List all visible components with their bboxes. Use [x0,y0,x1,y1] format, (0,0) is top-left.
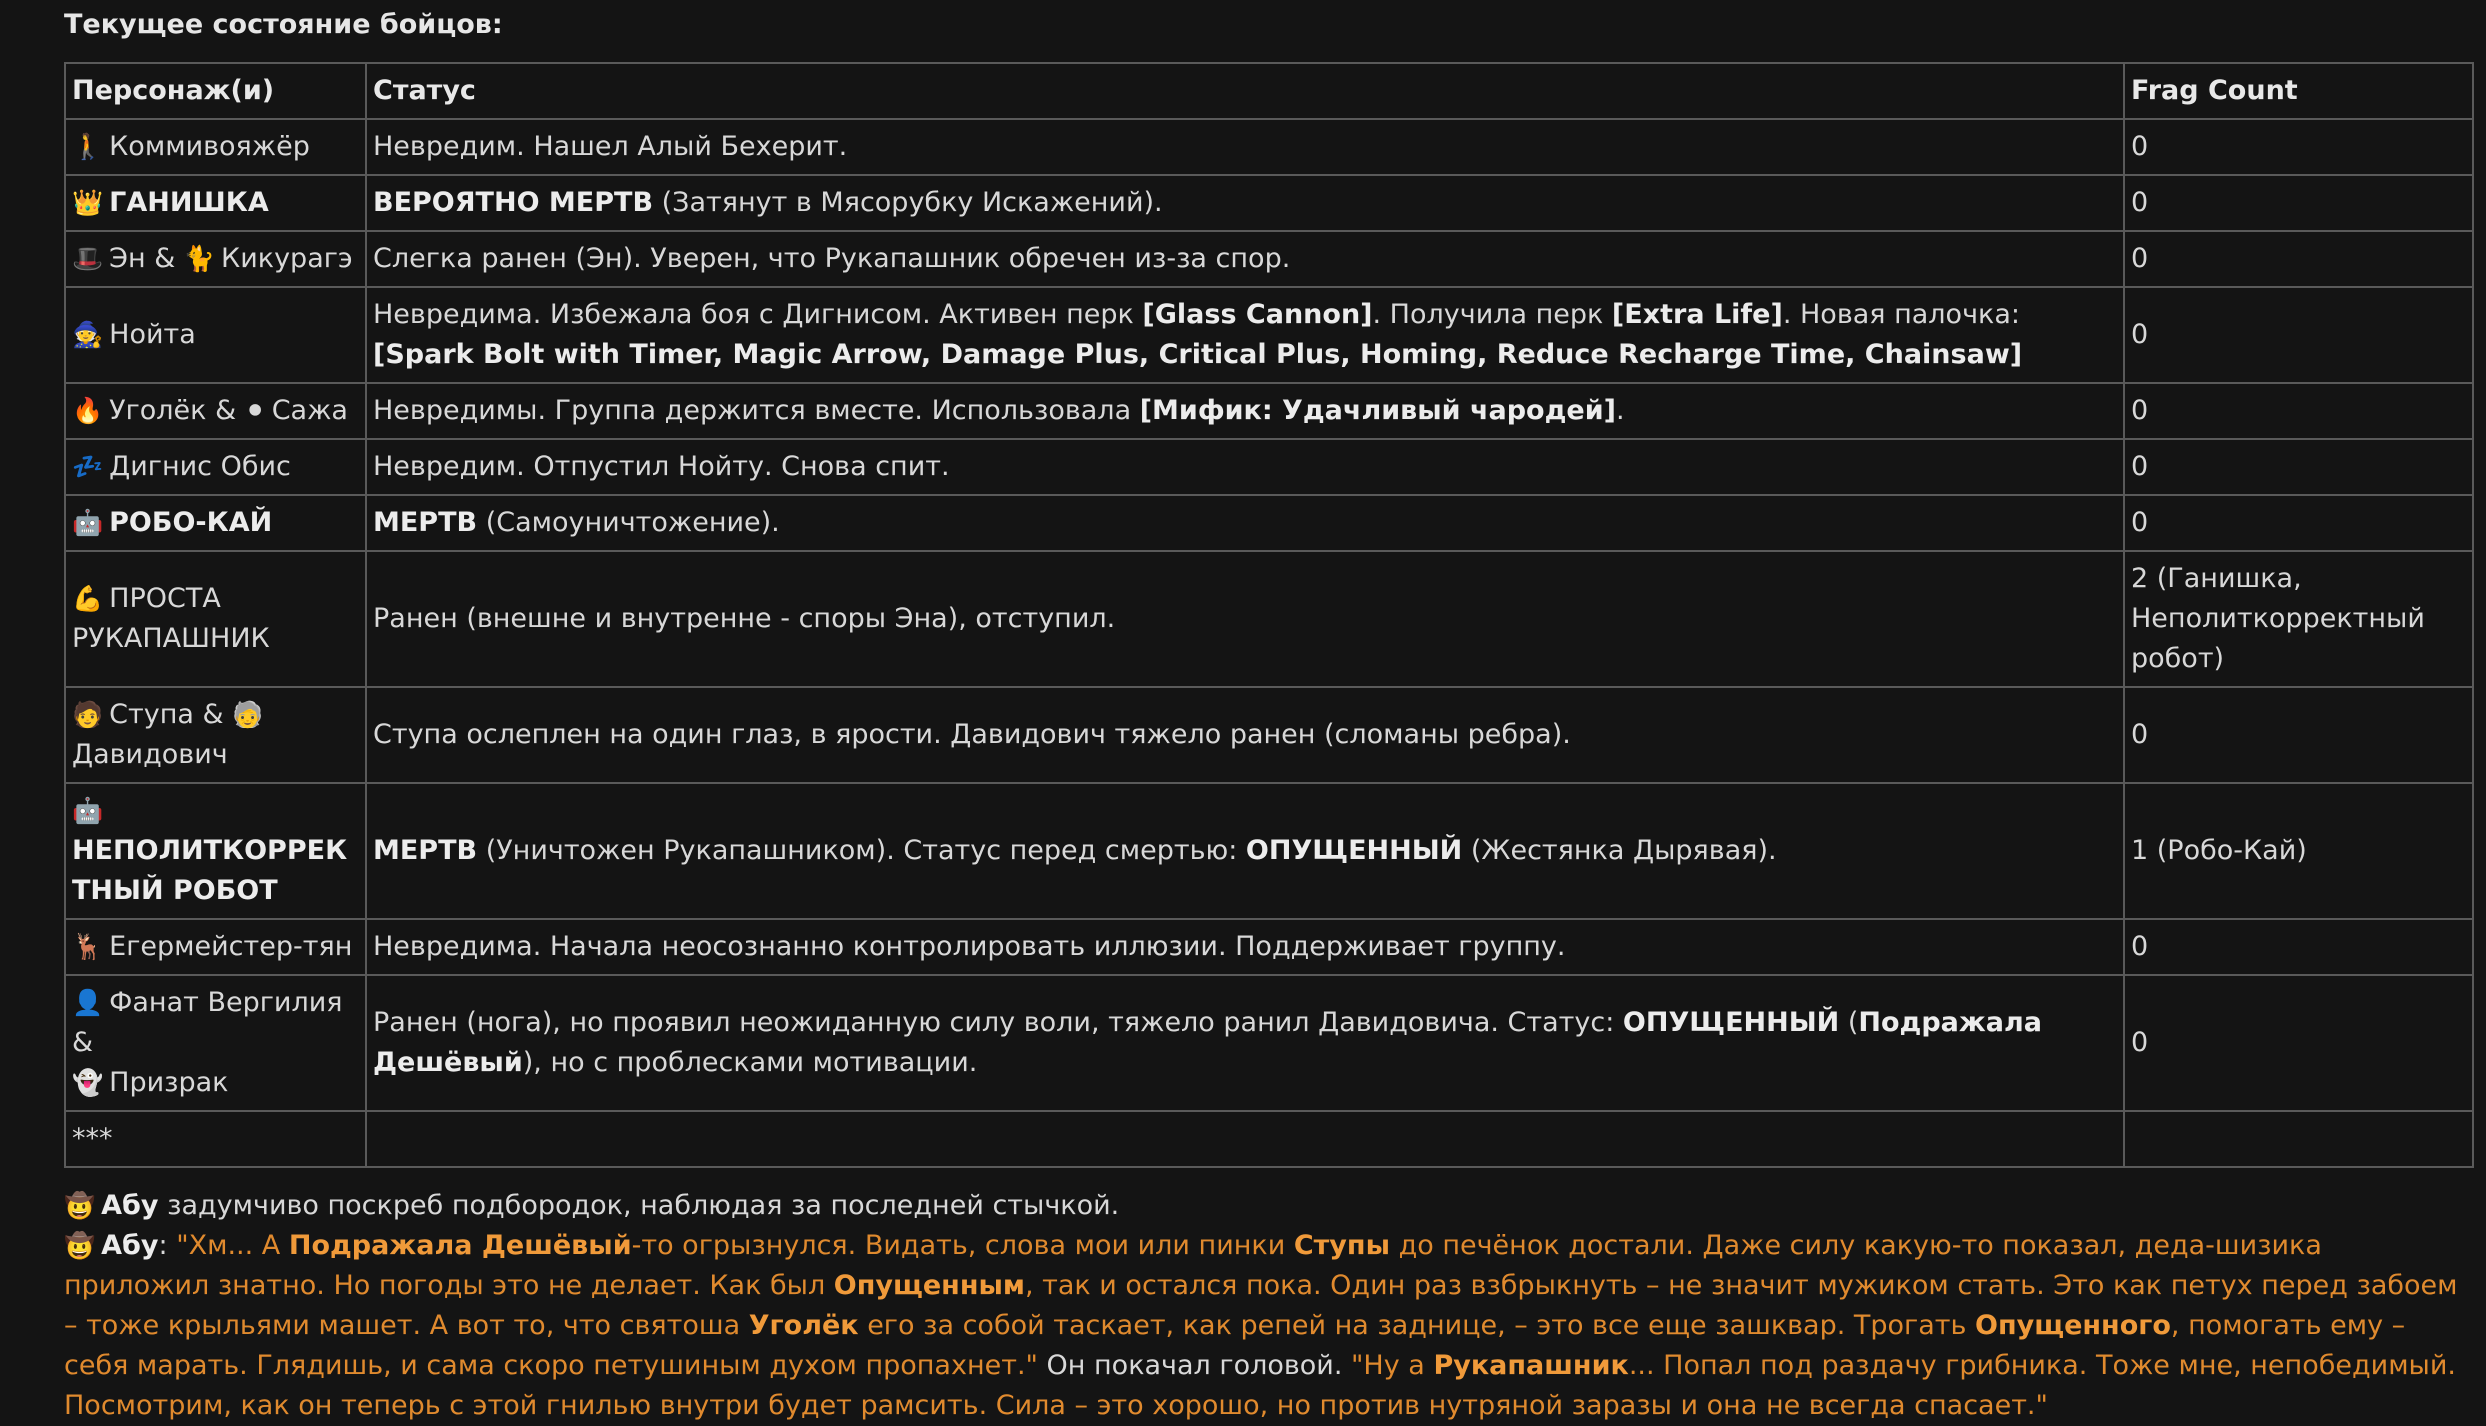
ampersand: & [72,1027,94,1058]
frag-count-cell: 0 [2124,495,2473,551]
status-cell [366,287,2124,383]
flexed-bicep-icon: 💪 [72,584,104,613]
frag-count-cell [2124,1111,2473,1167]
frag-count-cell: 0 [2124,287,2473,383]
status-bold: ВЕРОЯТНО МЕРТВ [373,187,654,218]
frag-count-cell: 2 (Ганишка, Неполиткорректный робот) [2124,551,2473,687]
character-name: Егермейстер-тян [109,931,353,962]
status-cell [366,119,2124,175]
status-text: ( [1839,1007,1859,1038]
table-row [65,119,2473,175]
status-bold: МЕРТВ [373,507,478,538]
robot-icon: 🤖 [72,508,104,537]
status-text: . Новая палочка: [1782,299,2020,330]
character-cell [65,439,366,495]
character-name: Уголёк [109,395,207,426]
deer-icon: 🦌 [72,932,104,961]
sleeping-icon: 💤 [72,452,104,481]
character-name: Нойта [109,319,196,350]
character-name: Кикурагэ [221,243,353,274]
character-cell [65,287,366,383]
column-header-character: Персонаж(и) [65,63,366,119]
table-row [65,495,2473,551]
frag-count-cell: 0 [2124,687,2473,783]
character-cell [65,383,366,439]
table-row [65,287,2473,383]
quote-text: его за собой таскает, как репей на заднице, – это все еще зашквар. Трогать [858,1310,1976,1341]
status-text: (Уничтожен Рукапашником). Статус перед смертью: [477,835,1246,866]
character-cell [65,495,366,551]
status-cell [366,383,2124,439]
status-bold: ОПУЩЕННЫЙ [1245,835,1463,866]
character-name: Коммивояжёр [109,131,310,162]
frag-count-cell: 0 [2124,383,2473,439]
status-text: Невредима. Избежала боя с Дигнисом. Активен перк [373,299,1143,330]
quote-text: ... Попал под раздачу грибника. Тоже мне, непобедимый. Посмотрим, как он теперь с этой гнилью внутри будет рамсить. Сила – это хорошо, но против нутряной заразы и она не всегда спасает." [64,1350,2457,1421]
status-cell [366,439,2124,495]
table-row [65,439,2473,495]
table-row [65,1111,2473,1167]
wand-spells: [Spark Bolt with Timer, Magic Arrow, Damage Plus, Critical Plus, Homing, Reduce Recharge Time, Chainsaw] [373,339,2023,370]
status-text: Невредима. Начала неосознанно контролировать иллюзии. Поддерживает группу. [373,931,1566,962]
character-cell [65,551,366,687]
status-cell [366,551,2124,687]
status-text: (Жестянка Дырявая). [1462,835,1777,866]
top-hat-icon: 🎩 [72,244,104,273]
quote-bold: Ступы [1293,1230,1390,1261]
status-bold: МЕРТВ [373,835,478,866]
frag-count-cell: 0 [2124,231,2473,287]
quote-text: , помогать ему – себя марать. Глядишь, и сама скоро петушиным духом пропахнет." [64,1310,2406,1381]
character-name: РУКАПАШНИК [72,623,270,654]
table-row [65,919,2473,975]
character-name: Призрак [109,1067,229,1098]
character-name: РОБО-КАЙ [109,507,273,538]
status-text: Ранен (нога), но проявил неожиданную силу воли, тяжело ранил Давидовича. Статус: [373,1007,1623,1038]
character-name: Давидович [72,739,228,770]
cowboy-icon: 🤠 [64,1231,96,1260]
status-text: (Самоуничтожение). [477,507,780,538]
column-header-frag-count: Frag Count [2124,63,2473,119]
mythic-item: [Мифик: Удачливый чародей] [1139,395,1616,426]
fire-icon: 🔥 [72,396,104,425]
robot-icon: 🤖 [72,796,104,825]
status-text: Ступа ослеплен на один глаз, в ярости. Давидович тяжело ранен (сломаны ребра). [373,719,1571,750]
status-text: Слегка ранен (Эн). Уверен, что Рукапашник обречен из-за спор. [373,243,1291,274]
table-row [65,975,2473,1111]
frag-count-cell: 0 [2124,439,2473,495]
character-cell [65,919,366,975]
quote-text: "Хм... А [176,1230,289,1261]
status-cell [366,231,2124,287]
narrative-line [64,1186,2472,1226]
quote-bold: Подражала Дешёвый [288,1230,632,1261]
quote-text: -то огрызнулся. Видать, слова мои или пинки [631,1230,1294,1261]
old-man-icon: 🧓 [232,700,264,729]
character-cell [65,175,366,231]
quote-text: до печёнок достали. Даже силу какую-то показал, деда-шизика приложил знатно. Но погоды это не делает. Как был [64,1230,2322,1301]
mage-icon: 🧙 [72,320,104,349]
status-cell [366,783,2124,919]
character-name: Фанат Вергилия [109,987,343,1018]
ampersand: & [215,395,237,426]
status-bold: ОПУЩЕННЫЙ [1622,1007,1840,1038]
colon: : [158,1230,177,1261]
person-icon: 🧑 [72,700,104,729]
status-cell [366,919,2124,975]
status-text: ), но с проблесками мотивации. [522,1047,978,1078]
quote-bold: Опущенного [1975,1310,2171,1341]
frag-count-cell: 0 [2124,975,2473,1111]
character-name: Дигнис Обис [109,451,291,482]
speaker-name: Абу [101,1230,159,1261]
fighters-table [64,62,2474,1168]
narrative-text: задумчиво поскреб подбородок, наблюдая за последней стычкой. [158,1190,1120,1221]
table-row [65,383,2473,439]
character-cell [65,975,366,1111]
character-cell [65,783,366,919]
character-name: Эн [109,243,146,274]
status-cell [366,175,2124,231]
cowboy-icon: 🤠 [64,1191,96,1220]
table-row [65,551,2473,687]
character-cell [65,119,366,175]
perk-glass-cannon: [Glass Cannon] [1142,299,1373,330]
document-body [64,0,2472,1426]
frag-count-cell: 0 [2124,919,2473,975]
column-header-status: Статус [366,63,2124,119]
status-text: Невредимы. Группа держится вместе. Использовала [373,395,1140,426]
quote-bold: Опущенным [833,1270,1025,1301]
table-row [65,783,2473,919]
character-name: Ступа [109,699,194,730]
character-cell [65,687,366,783]
status-bold: Подражала Дешёвый [373,1007,2042,1078]
quote-text: "Ну а [1351,1350,1434,1381]
character-name: ПРОСТА [109,583,221,614]
frag-count-cell: 0 [2124,175,2473,231]
black-circle-icon: ⚫ [244,396,266,425]
cat-icon: 🐈 [183,244,216,273]
quote-bold: Рукапашник [1433,1350,1629,1381]
status-text: . [1615,395,1625,426]
ghost-icon: 👻 [72,1068,104,1097]
ampersand: & [154,243,176,274]
section-heading: Текущее состояние бойцов: [64,9,503,40]
table-row [65,231,2473,287]
walking-person-icon: 🚶 [72,132,104,161]
frag-count-cell: 1 (Робо-Кай) [2124,783,2473,919]
status-cell [366,687,2124,783]
status-text: Невредим. Отпустил Нойту. Снова спит. [373,451,950,482]
status-text: (Затянут в Мясорубку Искажений). [653,187,1163,218]
character-name: ГАНИШКА [109,187,269,218]
narrative [64,1186,2472,1426]
crown-icon: 👑 [72,188,104,217]
table-row [65,175,2473,231]
quote-text: , так и остался пока. Один раз взбрыкнуть – не значит мужиком стать. Это как петух перед забоем – тоже крыльями машет. А вот то, что святоша [64,1270,2458,1341]
status-cell [366,1111,2124,1167]
status-text: Невредим. Нашел Алый Бехерит. [373,131,848,162]
speaker-name: Абу [101,1190,159,1221]
quote-bold: Уголёк [748,1310,859,1341]
character-cell: *** [65,1111,366,1167]
character-name: НЕПОЛИТКОРРЕКТНЫЙ РОБОТ [72,835,348,906]
table-row [65,687,2473,783]
status-cell [366,975,2124,1111]
character-name: Сажа [271,395,348,426]
status-cell [366,495,2124,551]
perk-extra-life: [Extra Life] [1611,299,1783,330]
frag-count-cell: 0 [2124,119,2473,175]
ampersand: & [202,699,224,730]
status-text: Ранен (внешне и внутренне - споры Эна), отступил. [373,603,1116,634]
status-text: . Получила перк [1372,299,1612,330]
table-header-row [65,63,2473,119]
character-cell [65,231,366,287]
narrative-quote [64,1226,2472,1426]
narrative-text: Он покачал головой. [1037,1350,1352,1381]
silhouette-icon: 👤 [72,988,104,1017]
